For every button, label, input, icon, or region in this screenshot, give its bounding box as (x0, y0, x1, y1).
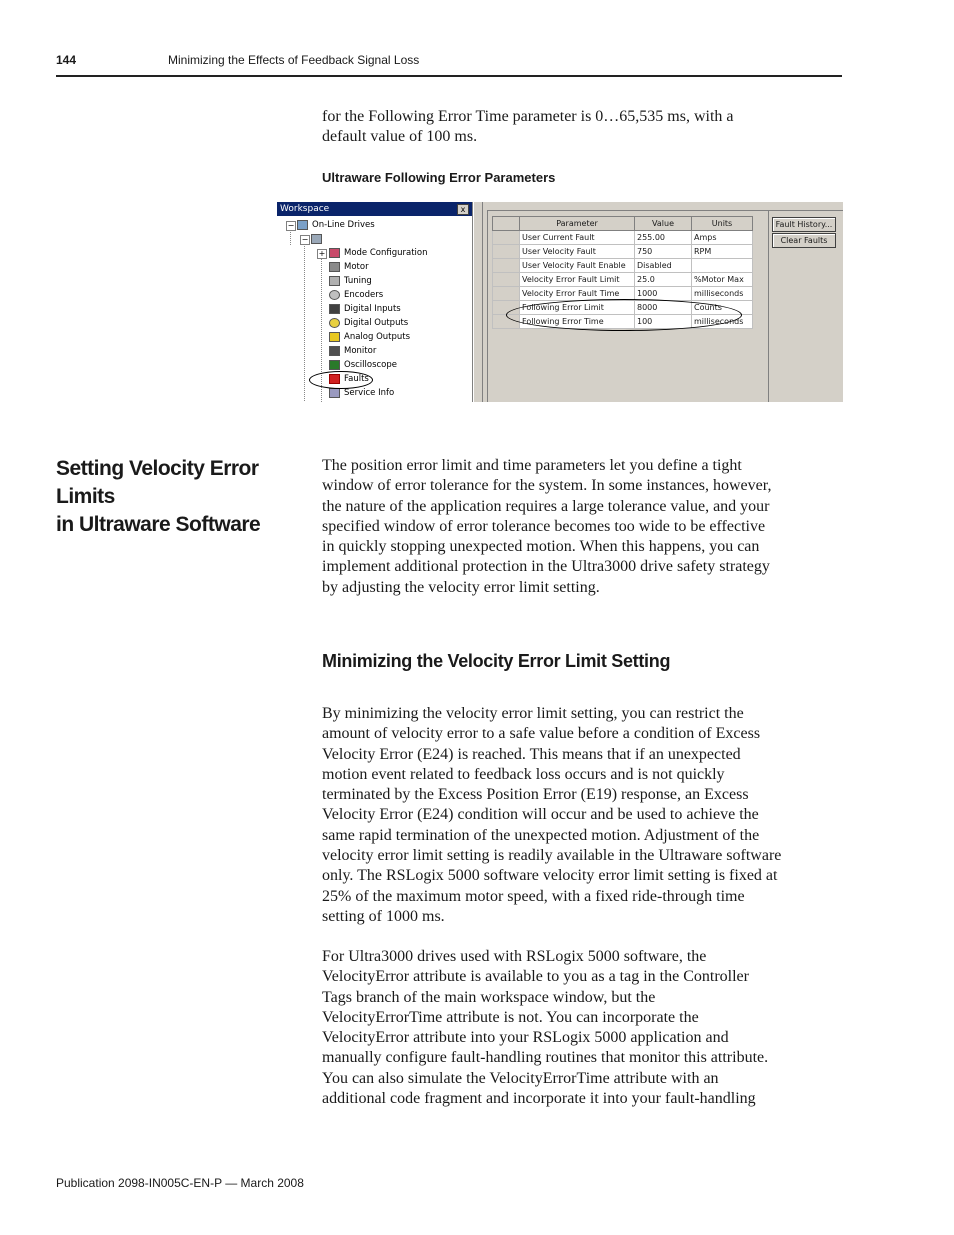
value-cell[interactable]: 25.0 (635, 273, 692, 287)
tree-item-label: Oscilloscope (344, 360, 398, 370)
fault-history-button[interactable]: Fault History... (772, 217, 836, 232)
tree-item-mode-configuration[interactable] (329, 247, 428, 259)
motor-icon (329, 262, 340, 272)
units-cell (692, 259, 753, 273)
analog-outputs-icon (329, 332, 340, 342)
units-cell: milliseconds (692, 315, 753, 329)
text-line: By minimizing the velocity error limit setting, you can restrict the (322, 705, 744, 722)
column-header[interactable]: Value (635, 217, 692, 231)
text-line: window of error tolerance for the system. In some instances, however, (322, 477, 772, 495)
text-line: Velocity Error (E24) is reached. This means that if an unexpected (322, 745, 741, 763)
digital-outputs-icon (329, 318, 340, 328)
text-line: Tags branch of the main workspace window, but the (322, 988, 656, 1006)
drives-icon (297, 220, 308, 230)
tree-item-label: On-Line Drives (312, 220, 375, 230)
row-header (493, 245, 520, 259)
running-title: Minimizing the Effects of Feedback Signal Loss (168, 53, 420, 67)
collapse-icon[interactable]: − (301, 235, 309, 244)
pane-splitter[interactable] (473, 202, 483, 402)
column-header[interactable]: Parameter (520, 217, 635, 231)
intro-paragraph (322, 107, 842, 148)
mode-configuration-icon (329, 248, 340, 258)
tree-item-label: Tuning (344, 276, 372, 286)
units-cell: Counts (692, 301, 753, 315)
table-row[interactable] (493, 245, 753, 259)
expand-icon[interactable]: + (318, 249, 326, 258)
tree-item-tuning[interactable] (329, 275, 372, 287)
workspace-title: Workspace (280, 204, 330, 214)
parameter-cell: Following Error Limit (520, 301, 635, 315)
service-info-icon (329, 388, 340, 398)
text-line: 25% of the maximum motor speed, with a fixed ride-through time (322, 887, 745, 905)
text-line: You can also simulate the VelocityErrorTime attribute with an (322, 1069, 719, 1087)
parameter-cell: User Velocity Fault (520, 245, 635, 259)
tree-item-label: Service Info (344, 388, 395, 398)
text-line: the nature of the application requires a large tolerance value, and your (322, 497, 770, 515)
page-number: 144 (56, 53, 77, 67)
drive-icon (311, 234, 322, 244)
units-cell: Amps (692, 231, 753, 245)
workspace-tree (277, 216, 472, 402)
value-cell[interactable]: 255.00 (635, 231, 692, 245)
value-cell[interactable]: 1000 (635, 287, 692, 301)
text-line: by adjusting the velocity error limit setting. (322, 578, 600, 596)
row-header (493, 259, 520, 273)
text-line: The position error limit and time parameters let you define a tight (322, 457, 742, 474)
parameter-cell: Following Error Time (520, 315, 635, 329)
text-line: specified window of error tolerance becomes too wide to be effective (322, 517, 766, 535)
tree-item-encoders[interactable] (329, 289, 383, 301)
tree-item-digital-outputs[interactable] (329, 317, 408, 329)
tree-line (304, 243, 306, 402)
section-heading-line: in Ultraware Software (56, 513, 261, 536)
table-row[interactable] (493, 231, 753, 245)
row-header (493, 231, 520, 245)
table-row[interactable] (493, 259, 753, 273)
parameter-cell: User Velocity Fault Enable (520, 259, 635, 273)
text-line: VelocityError attribute into your RSLogix 5000 application and (322, 1029, 729, 1047)
text-line: implement additional protection in the Ultra3000 drive safety strategy (322, 558, 770, 576)
tree-item-label: Digital Outputs (344, 318, 409, 328)
text-line: in quickly stopping unexpected motion. When this happens, you can (322, 538, 760, 556)
column-header[interactable]: Units (692, 217, 753, 231)
text-line: only. The RSLogix 5000 software velocity error limit setting is fixed at (322, 867, 778, 885)
text-line: Velocity Error (E24) condition will occur and be used to achieve the (322, 806, 759, 824)
section-paragraph (322, 456, 842, 598)
text-line: setting of 1000 ms. (322, 907, 445, 925)
text-line: same rapid termination of the unexpected motion. Adjustment of the (322, 826, 760, 844)
tree-item-label: Faults (344, 374, 369, 384)
table-row[interactable] (493, 273, 753, 287)
tree-item-label: Encoders (344, 290, 384, 300)
workspace-titlebar (277, 202, 472, 216)
tree-item-label: Motor (344, 262, 369, 272)
text-line: For Ultra3000 drives used with RSLogix 5000 software, the (322, 948, 707, 965)
text-line: VelocityError attribute is available to you as a tag in the Controller (322, 968, 749, 986)
subsection-paragraph-2 (322, 947, 842, 1109)
clear-faults-button[interactable]: Clear Faults (772, 233, 836, 248)
parameter-cell: Velocity Error Fault Limit (520, 273, 635, 287)
row-header-corner (493, 217, 520, 231)
intro-line: for the Following Error Time parameter is 0…65,535 ms, with a (322, 108, 734, 125)
tree-item-label: Digital Inputs (344, 304, 401, 314)
intro-line: default value of 100 ms. (322, 128, 478, 146)
tree-item-analog-outputs[interactable] (329, 331, 410, 343)
monitor-icon (329, 346, 340, 356)
value-cell[interactable]: 8000 (635, 301, 692, 315)
close-icon[interactable]: x (457, 204, 469, 215)
table-header-row (493, 217, 753, 231)
following-error-highlight-oval (506, 299, 742, 331)
value-cell[interactable]: 100 (635, 315, 692, 329)
text-line: motion event related to feedback loss occurs and is not quickly (322, 765, 725, 783)
tree-item-oscilloscope[interactable] (329, 359, 397, 371)
text-line: VelocityErrorTime attribute is not. You can incorporate the (322, 1008, 699, 1026)
oscilloscope-icon (329, 360, 340, 370)
section-heading (56, 455, 316, 539)
value-cell[interactable]: 750 (635, 245, 692, 259)
text-line: terminated by the Excess Position Error (E19) response, an Excess (322, 786, 749, 804)
faults-highlight-oval (309, 371, 373, 389)
subsection-heading: Minimizing the Velocity Error Limit Setting (322, 651, 671, 671)
row-header (493, 273, 520, 287)
faults-panel (487, 210, 843, 402)
row-header (493, 287, 520, 301)
figure-caption: Ultraware Following Error Parameters (322, 170, 556, 185)
units-cell: %Motor Max (692, 273, 753, 287)
section-heading-line: Setting Velocity Error Limits (56, 457, 259, 508)
text-line: velocity error limit setting is readily available in the Ultraware software (322, 847, 782, 865)
value-cell[interactable]: Disabled (635, 259, 692, 273)
tree-item-label: Analog Outputs (344, 332, 411, 342)
publication-footer: Publication 2098-IN005C-EN-P — March 2008 (56, 1176, 304, 1190)
header-rule (56, 75, 842, 77)
text-line: manually configure fault-handling routines that monitor this attribute. (322, 1049, 769, 1067)
tuning-icon (329, 276, 340, 286)
units-cell: milliseconds (692, 287, 753, 301)
tree-item-monitor[interactable] (329, 345, 376, 357)
text-line: amount of velocity error to a safe value before a condition of Excess (322, 725, 761, 743)
tree-item-label: Monitor (344, 346, 377, 356)
tree-item-label: Mode Configuration (344, 248, 428, 258)
tree-line (290, 229, 292, 245)
panel-divider (768, 211, 769, 402)
ultraware-screenshot (277, 202, 843, 402)
tree-item-digital-inputs[interactable] (329, 303, 401, 315)
collapse-icon[interactable]: − (287, 221, 295, 230)
tree-item-drive[interactable] (311, 233, 326, 245)
parameter-cell: Velocity Error Fault Time (520, 287, 635, 301)
workspace-pane (277, 202, 473, 402)
digital-inputs-icon (329, 304, 340, 314)
subsection-paragraph-1 (322, 704, 842, 927)
units-cell: RPM (692, 245, 753, 259)
text-line: additional code fragment and incorporate it into your fault-handling (322, 1090, 756, 1108)
tree-item-on-line-drives[interactable] (297, 219, 375, 231)
parameter-cell: User Current Fault (520, 231, 635, 245)
tree-item-motor[interactable] (329, 261, 369, 273)
encoders-icon (329, 290, 340, 300)
